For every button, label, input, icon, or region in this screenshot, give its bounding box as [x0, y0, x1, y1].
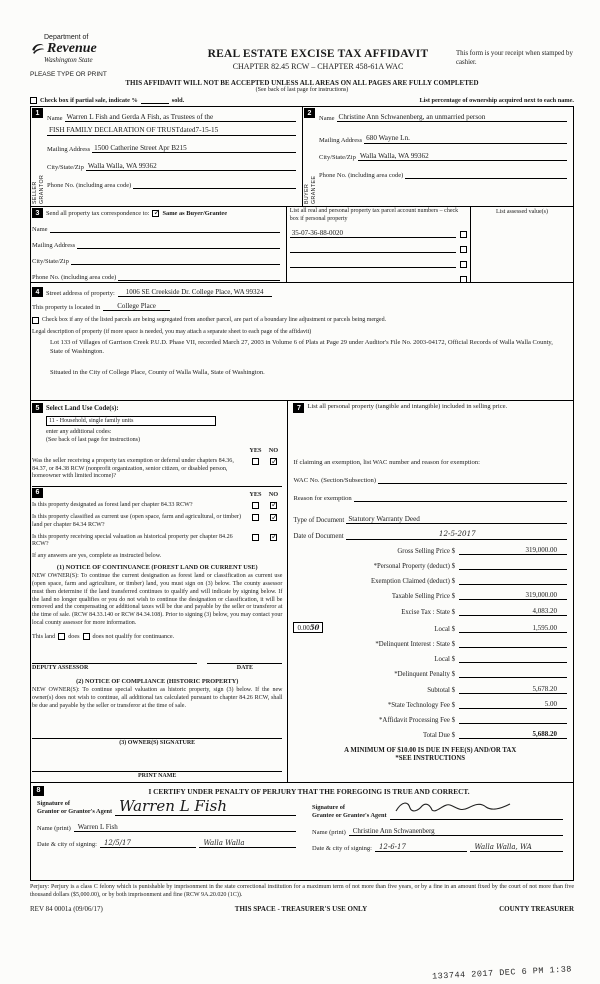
treasurer-space-label: THIS SPACE - TREASURER'S USE ONLY — [234, 905, 368, 914]
section-6-number: 6 — [32, 488, 43, 498]
delinq-interest-state-label: *Delinquent Interest : State $ — [375, 641, 455, 649]
corr-phone-label: Phone No. (including area code) — [32, 274, 117, 281]
situated-note: Situated in the City of College Place, County of Walla Walla, State of Washington. — [50, 368, 265, 376]
delinq-interest-state-field[interactable] — [459, 639, 567, 648]
current-use-no-checkbox[interactable] — [270, 514, 277, 521]
gross-price-label: Gross Selling Price $ — [397, 547, 455, 555]
parcel-4-personal-checkbox[interactable] — [460, 276, 467, 283]
deputy-assessor-signature-line[interactable] — [32, 652, 197, 664]
section-4-number: 4 — [32, 287, 43, 297]
assessed-values-header: List assessed value(s) — [495, 209, 548, 215]
seller-city-field[interactable]: Walla Walla, WA 99362 — [86, 162, 296, 171]
certify-statement: I CERTIFY UNDER PENALTY OF PERJURY THAT THE FOREGOING IS TRUE AND CORRECT. — [148, 786, 470, 796]
rev-number: REV 84 0001a (09/06/17) — [30, 905, 103, 914]
personal-property-label: List all personal property (tangible and intangible) included in selling price. — [307, 403, 508, 410]
form-body — [30, 106, 574, 881]
taxable-price-field[interactable]: 319,000.00 — [459, 591, 567, 600]
owner-signature-line[interactable] — [32, 727, 282, 739]
historic-question: Is this property receiving special valuation as historical property per chapter 84.26 RCW? — [32, 533, 233, 548]
exemption-deduct-label: Exemption Claimed (deduct) $ — [370, 578, 455, 586]
seller-name-field-line2[interactable]: FISH FAMILY DECLARATION OF TRUSTdated7-15-15 — [47, 126, 296, 135]
section-1-number: 1 — [32, 108, 43, 118]
grantee-name-print-field[interactable]: Christine Ann Schwanenberg — [349, 827, 563, 836]
see-instructions-note: *SEE INSTRUCTIONS — [395, 755, 466, 763]
excise-state-label: Excise Tax : State $ — [401, 608, 455, 616]
total-due-label: Total Due $ — [422, 732, 455, 740]
see-back-note-5: (See back of last page for instructions) — [46, 437, 141, 443]
grantor-signature-block: Signature of Grantor or Grantor's Agent Warren L Fish Name (print) Warren L Fish Date & city of signing: 12/5/17 Walla Walla — [35, 797, 302, 852]
section-property — [31, 283, 573, 401]
buyer-phone-label: Phone No. (including area code) — [319, 171, 404, 179]
seller-phone-label: Phone No. (including area code) — [47, 181, 132, 189]
owner-signature-label: (3) OWNER(S) SIGNATURE — [119, 739, 196, 746]
buyer-mailing-field[interactable]: 680 Wayne Ln. — [364, 134, 567, 143]
does-qualify-checkbox[interactable] — [58, 633, 65, 640]
grantee-date-city-label: Date & city of signing: — [312, 844, 372, 852]
deputy-assessor-label: DEPUTY ASSESSOR — [32, 665, 89, 672]
no-header-5: NO — [268, 447, 279, 454]
section-land-use — [32, 403, 282, 481]
forest-land-question: Is this property designated as forest land per chapter 84.33 RCW? — [32, 501, 193, 508]
current-use-question: Is this property classified as current use (open space, farm and agricultural, or timber) land per chapter 84.34 RCW? — [32, 514, 241, 528]
parcel-2-personal-checkbox[interactable] — [460, 246, 467, 253]
doc-type-label: Type of Document — [293, 517, 345, 525]
corr-phone-field[interactable] — [118, 272, 279, 281]
please-type-note: PLEASE TYPE OR PRINT — [30, 71, 107, 78]
street-address-label: Street address of property: — [46, 290, 115, 297]
tech-fee-field[interactable]: 5.00 — [459, 700, 567, 709]
seller-city-label: City/State/Zip — [47, 164, 84, 172]
historic-yes-checkbox[interactable] — [252, 534, 259, 541]
buyer-name-label: Name — [319, 115, 335, 123]
excise-local-label: Local $ — [434, 625, 455, 633]
local-rate-handwritten: 50 — [309, 622, 320, 632]
grantee-city-field[interactable]: Walla Walla, WA — [470, 843, 563, 852]
gross-price-field[interactable]: 319,000.00 — [459, 546, 567, 555]
partial-sale-label: Check box if partial sale, indicate % — [40, 97, 138, 104]
exemption-deduct-field[interactable] — [459, 576, 567, 585]
local-rate-box[interactable]: 0.0050 — [293, 622, 323, 633]
date-label: DATE — [236, 665, 253, 672]
deferral-no-checkbox[interactable] — [270, 458, 277, 465]
section-forest-land — [32, 486, 282, 779]
section-correspondence — [31, 207, 573, 283]
does-not-label: does not qualify for continuance. — [92, 633, 175, 641]
grantor-city-field[interactable]: Walla Walla — [199, 839, 296, 848]
section-3-number: 3 — [32, 208, 43, 218]
same-as-buyer-label: Same as Buyer/Grantee — [162, 209, 228, 217]
grantee-name-print-label: Name (print) — [312, 828, 346, 836]
taxable-price-label: Taxable Selling Price $ — [391, 593, 455, 601]
form-title: REAL ESTATE EXCISE TAX AFFIDAVIT — [207, 48, 429, 60]
processing-fee-label: *Affidavit Processing Fee $ — [379, 717, 455, 725]
parcel-field-4[interactable] — [290, 274, 456, 283]
logo-agency-line3: Washington State — [44, 56, 93, 64]
parcel-numbers-header: List all real and personal property tax parcel account numbers – check box if personal property — [289, 208, 459, 222]
does-not-qualify-checkbox[interactable] — [83, 633, 90, 640]
buyer-mailing-label: Mailing Address — [319, 136, 363, 144]
excise-state-field[interactable]: 4,083.20 — [459, 607, 567, 616]
street-address-field[interactable]: 1006 SE Creekside Dr. College Place, WA 99324 — [118, 288, 272, 297]
treasurer-stamp: 133744 2017 DEC 6 PM 1:38 — [431, 964, 573, 982]
seller-phone-field[interactable] — [133, 180, 296, 189]
section-certification — [31, 783, 573, 880]
chapter-line: CHAPTER 82.45 RCW – CHAPTER 458-61A WAC — [232, 62, 404, 71]
partial-sale-checkbox[interactable] — [30, 97, 37, 104]
parcel-field-2[interactable] — [290, 244, 456, 253]
notice-compliance-title: (2) NOTICE OF COMPLIANCE (HISTORIC PROPERTY) — [76, 678, 239, 686]
send-correspondence-label: Send all property tax correspondence to: — [46, 209, 150, 217]
corr-city-label: City/State/Zip — [32, 258, 69, 265]
grantor-signature-field[interactable]: Warren L Fish — [115, 799, 296, 816]
reason-label: Reason for exemption — [293, 495, 352, 502]
grantee-date-field[interactable]: 12-6-17 — [375, 843, 468, 852]
logo-agency-line1: Department of — [44, 34, 89, 41]
wac-label: WAC No. (Section/Subsection) — [293, 477, 377, 484]
grantee-signature-field[interactable] — [390, 799, 563, 820]
yes-header-6: YES — [249, 490, 262, 498]
located-in-field[interactable]: College Place — [103, 302, 170, 311]
acceptance-warning: THIS AFFIDAVIT WILL NOT BE ACCEPTED UNLESS ALL AREAS ON ALL PAGES ARE FULLY COMPLETED — [125, 79, 479, 87]
section-7-number: 7 — [293, 403, 304, 413]
doc-date-field[interactable]: 12-5-2017 — [346, 530, 567, 539]
no-header-6: NO — [268, 490, 279, 498]
parcel-3-personal-checkbox[interactable] — [460, 261, 467, 268]
notice-continuance-title: (1) NOTICE OF CONTINUANCE (FOREST LAND OR CURRENT USE) — [56, 563, 258, 571]
forest-yes-checkbox[interactable] — [252, 502, 259, 509]
historic-no-checkbox[interactable] — [270, 534, 277, 541]
segregated-checkbox[interactable] — [32, 317, 39, 324]
section-5-number: 5 — [32, 403, 43, 413]
buyer-city-field[interactable]: Walla Walla, WA 99362 — [358, 152, 567, 161]
partial-sale-row — [30, 96, 574, 104]
exemption-note: If claiming an exemption, list WAC number and reason for exemption: — [293, 459, 480, 466]
same-as-buyer-checkbox[interactable] — [152, 210, 159, 217]
this-land-label: This land — [32, 633, 56, 641]
header — [30, 34, 574, 78]
doc-date-label: Date of Document — [293, 532, 344, 540]
deferral-yes-checkbox[interactable] — [252, 458, 259, 465]
current-use-yes-checkbox[interactable] — [252, 514, 259, 521]
logo-agency-line2: Revenue — [47, 40, 97, 56]
delinq-interest-local-label: Local $ — [434, 656, 455, 664]
seller-mailing-field[interactable]: 1500 Catherine Street Apr B215 — [92, 144, 296, 153]
dor-logo — [30, 34, 180, 78]
processing-fee-field[interactable] — [459, 715, 567, 724]
parcel-field-3[interactable] — [290, 259, 456, 268]
section-2-number: 2 — [304, 108, 315, 118]
personal-property-field[interactable] — [293, 413, 567, 459]
deputy-date-line[interactable] — [207, 652, 282, 664]
doc-type-field[interactable]: Statutory Warranty Deed — [346, 515, 567, 524]
delinq-penalty-label: *Delinquent Penalty $ — [394, 671, 455, 679]
delinq-penalty-field[interactable] — [459, 669, 567, 678]
buyer-phone-field[interactable] — [405, 170, 567, 179]
deferral-question: Was the seller receiving a property tax exemption or deferral under chapters 84.36, 84.37, or 84.38 RCW (nonprofit organization, senior citizen, or disabled person, homeowner with limited income)? — [32, 458, 234, 480]
parcel-field-1[interactable]: 35-07-36-88-0020 — [290, 229, 456, 238]
seller-name-label: Name — [47, 115, 63, 123]
grantee-signature-block: Signature of Grantee or Grantee's Agent Name (print) Christine Ann Schwanenberg Date & city of signing: 12-6-17 Walla Walla, WA — [302, 797, 569, 852]
delinq-interest-local-field[interactable] — [459, 654, 567, 663]
title-block — [180, 34, 456, 71]
notice-continuance-body: NEW OWNER(S): To continue the current designation as forest land or classification as current use (open space, farm and agriculture, or timber) land, you must sign on (3) below. The county assessor must then determine if the land transferred continues to qualify and will indicate by signing below. If the land no longer qualifies or you do not wish to continue the designation or classification, it will be removed and the compensating or additional taxes will be due and payable by the seller or transferor at the time of sale. (RCW 84.33.140 or RCW 84.34.108). Prior to signing (3) below, you may contact your local county assessor for more information. — [32, 572, 283, 627]
located-in-label: This property is located in — [32, 304, 101, 311]
partial-percent-field[interactable] — [141, 96, 169, 104]
buyer-side-label: BUYER GRANTEE — [304, 175, 317, 204]
grantor-name-print-label: Name (print) — [37, 824, 71, 832]
section-8-number: 8 — [33, 786, 44, 796]
corr-mailing-label: Mailing Address — [32, 242, 76, 249]
minimum-fee-note: A MINIMUM OF $10.00 IS DUE IN FEE(S) AND/OR TAX — [344, 747, 517, 755]
see-back-note: (See back of last page for instructions) — [255, 87, 349, 93]
seller-mailing-label: Mailing Address — [47, 146, 91, 154]
notice-compliance-body: NEW OWNER(S): To continue special valuation as historic property, sign (3) below. If the new owner(s) does not wish to continue, all additional tax calculated pursuant to chapter 84.26 RCW, shall be due and payable by the seller or transferor at the time of sale. — [32, 687, 283, 709]
grantor-name-print-field[interactable]: Warren L Fish — [74, 823, 296, 832]
subtotal-label: Subtotal $ — [427, 686, 455, 694]
print-name-label: PRINT NAME — [138, 772, 177, 779]
reason-field[interactable] — [354, 493, 567, 502]
buyer-city-label: City/State/Zip — [319, 154, 356, 162]
grantee-signature-scribble-icon — [394, 799, 514, 815]
wac-field[interactable] — [378, 475, 567, 484]
ownership-note: List percentage of ownership acquired next to each name. — [419, 97, 574, 104]
does-label: does — [68, 633, 80, 641]
corr-city-field[interactable] — [71, 256, 280, 265]
corr-name-label: Name — [32, 226, 48, 233]
section-buyer — [302, 107, 573, 206]
print-name-line[interactable] — [32, 760, 282, 772]
grantor-date-city-label: Date & city of signing: — [37, 840, 97, 848]
grantor-date-field[interactable]: 12/5/17 — [100, 839, 197, 848]
buyer-name-field[interactable]: Christine Ann Schwanenberg, an unmarried person — [337, 113, 567, 122]
corr-name-field[interactable] — [50, 224, 280, 233]
subtotal-field[interactable]: 5,678.20 — [459, 685, 567, 694]
additional-codes-label: enter any additional codes: — [46, 429, 112, 435]
county-treasurer-label: COUNTY TREASURER — [499, 905, 574, 914]
seller-name-field[interactable]: Warren L Fish and Gerda A Fish, as Trustees of the — [65, 113, 296, 122]
section-seller — [31, 107, 302, 206]
personal-deduct-field[interactable] — [459, 561, 567, 570]
receipt-note: This form is your receipt when stamped by cashier. — [456, 50, 573, 66]
parcel-1-personal-checkbox[interactable] — [460, 231, 467, 238]
land-use-title: Select Land Use Code(s): — [46, 404, 119, 412]
if-yes-note: If any answers are yes, complete as instructed below. — [32, 552, 162, 559]
forest-no-checkbox[interactable] — [270, 502, 277, 509]
logo-swoosh-icon — [30, 41, 45, 56]
tech-fee-label: *State Technology Fee $ — [387, 701, 455, 709]
personal-deduct-label: *Personal Property (deduct) $ — [373, 562, 455, 570]
sold-label: sold. — [171, 97, 185, 104]
perjury-notice: Perjury: Perjury is a class C felony which is punishable by imprisonment in the state correctional institution for a maximum term of not more than five years, or by a fine in an amount fixed by the court of not more than five thousand dollars ($5,000.00), or by both imprisonment and fine (RCW 9A.20.020 (1C)). — [30, 883, 574, 898]
corr-mailing-field[interactable] — [77, 240, 280, 249]
land-use-code-field[interactable]: 11 - Household, single family units — [46, 416, 216, 426]
segregated-label: Check box if any of the listed parcels are being segregated from another parcel, are part of a boundary line adjustment or parcels being merged. — [42, 317, 387, 323]
excise-local-field[interactable]: 1,595.00 — [459, 624, 567, 633]
legal-description-label: Legal description of property (if more space is needed, you may attach a separate sheet to each page of the affidavit) — [32, 329, 312, 335]
yes-header-5: YES — [249, 447, 262, 454]
total-due-field[interactable]: 5,688.20 — [459, 730, 567, 739]
seller-side-label: SELLER GRANTOR — [32, 174, 45, 204]
section-sale-details — [288, 401, 573, 782]
legal-description-value[interactable]: Lot 133 of Villages of Garrison Creek P.U.D. Phase VII, recorded March 27, 2003 in Volume 6 of Plats at Page 29 under Auditor's File No. 2003-04172, Official Records of Walla Walla County, State of Washington. — [50, 339, 553, 355]
